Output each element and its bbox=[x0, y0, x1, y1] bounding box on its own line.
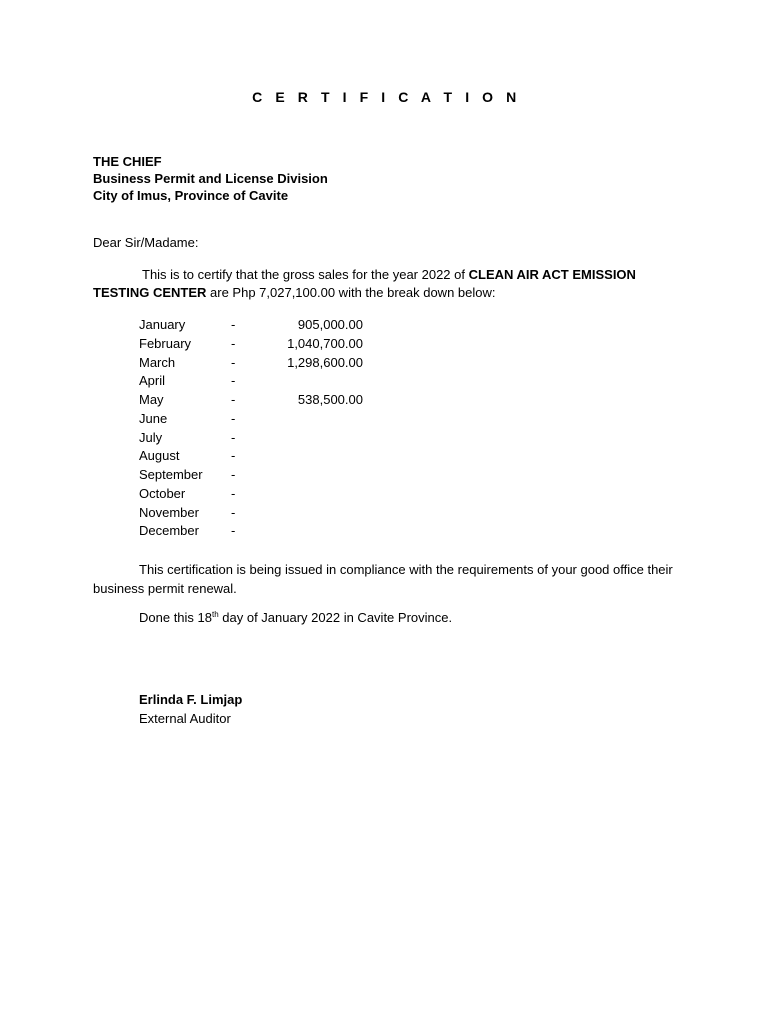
breakdown-row bbox=[139, 447, 369, 466]
breakdown-row bbox=[139, 354, 369, 373]
breakdown-row bbox=[139, 466, 369, 485]
done-prefix: Done this 18 bbox=[139, 610, 212, 625]
breakdown-row bbox=[139, 429, 369, 448]
month-label: March bbox=[139, 354, 176, 370]
day-ordinal: th bbox=[212, 610, 219, 619]
sales-breakdown bbox=[139, 316, 369, 541]
signatory-block bbox=[139, 690, 242, 728]
row-dash: - bbox=[231, 373, 236, 389]
row-dash: - bbox=[231, 354, 236, 370]
month-amount: 1,298,600.00 bbox=[287, 354, 363, 370]
breakdown-row bbox=[139, 410, 369, 429]
month-label: October bbox=[139, 485, 186, 501]
month-label: July bbox=[139, 429, 163, 445]
row-dash: - bbox=[231, 467, 236, 482]
row-dash: - bbox=[231, 485, 236, 501]
row-dash: - bbox=[231, 392, 236, 407]
breakdown-row bbox=[139, 372, 369, 391]
compliance-paragraph bbox=[93, 560, 683, 598]
month-label: February bbox=[139, 335, 192, 351]
row-dash: - bbox=[231, 504, 236, 520]
month-label: December bbox=[139, 523, 199, 539]
month-label: September bbox=[139, 467, 203, 482]
addressee-city: City of Imus, Province of Cavite bbox=[93, 188, 289, 203]
month-label: May bbox=[139, 392, 164, 407]
document-title: C E R T I F I C A T I O N bbox=[252, 89, 521, 105]
breakdown-row bbox=[139, 391, 369, 410]
breakdown-row bbox=[139, 504, 369, 523]
month-label: June bbox=[139, 410, 168, 426]
month-label: April bbox=[139, 373, 166, 389]
addressee-title: THE CHIEF bbox=[93, 154, 162, 169]
done-line bbox=[139, 610, 452, 625]
row-dash: - bbox=[231, 429, 236, 445]
month-label: November bbox=[139, 504, 199, 520]
breakdown-row bbox=[139, 522, 369, 541]
signatory-name: Erlinda F. Limjap bbox=[139, 692, 243, 707]
compliance-text: This certification is being issued in compliance with the requirements of your good office their business permit renewal. bbox=[93, 562, 673, 596]
done-suffix: day of January 2022 in Cavite Province. bbox=[218, 610, 453, 625]
intro-text-1: This is to certify that the gross sales for the year 2022 of bbox=[142, 267, 469, 282]
addressee-block bbox=[93, 153, 328, 204]
breakdown-row bbox=[139, 316, 369, 335]
signatory-position: External Auditor bbox=[139, 711, 231, 726]
breakdown-row bbox=[139, 485, 369, 504]
intro-text-2: are Php 7,027,100.00 with the break down below: bbox=[206, 285, 496, 300]
addressee-division: Business Permit and License Division bbox=[93, 171, 328, 186]
company-name: CLEAN AIR ACT EMISSION TESTING CENTER bbox=[93, 267, 636, 300]
month-amount: 538,500.00 bbox=[297, 392, 363, 407]
breakdown-row bbox=[139, 335, 369, 354]
row-dash: - bbox=[231, 523, 236, 539]
month-label: January bbox=[139, 317, 186, 332]
row-dash: - bbox=[231, 335, 236, 351]
intro-paragraph bbox=[93, 266, 683, 302]
row-dash: - bbox=[231, 410, 236, 426]
month-amount: 905,000.00 bbox=[297, 317, 363, 332]
salutation: Dear Sir/Madame: bbox=[93, 235, 199, 250]
row-dash: - bbox=[231, 317, 236, 332]
row-dash: - bbox=[231, 448, 236, 464]
month-label: August bbox=[139, 448, 180, 464]
month-amount: 1,040,700.00 bbox=[287, 335, 363, 351]
